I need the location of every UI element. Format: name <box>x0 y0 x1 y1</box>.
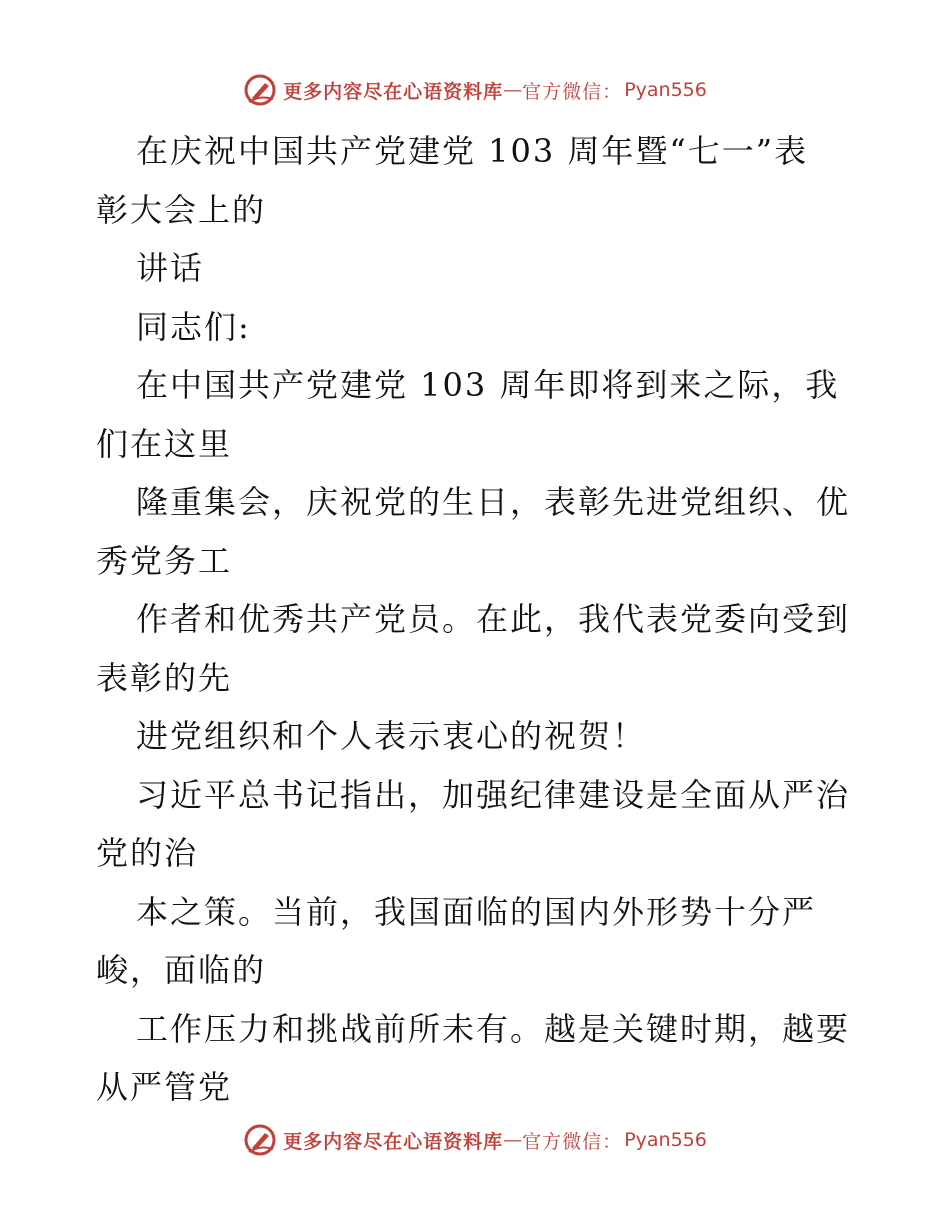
body-text-line: 们在这里 <box>96 424 233 463</box>
body-text-line: 本之策。当前，我国面临的国内外形势十分严 <box>136 892 817 931</box>
header-banner-dash: — <box>503 79 523 101</box>
footer-banner <box>0 1120 950 1160</box>
body-text-line: 在庆祝中国共产党建党 103 周年暨“七一”表 <box>136 132 809 170</box>
body-text-line: 作者和优秀共产党员。在此，我代表党委向受到 <box>136 600 851 638</box>
header-banner <box>0 70 950 110</box>
footer-banner-dash: — <box>503 1129 523 1151</box>
body-text-line: 进党组织和个人表示衷心的祝贺！ <box>136 717 647 755</box>
body-text-line: 秀党务工 <box>96 541 233 580</box>
body-text-line: 在中国共产党建党 103 周年即将到来之际，我 <box>136 366 840 404</box>
body-text-line: 从严管党 <box>96 1068 233 1106</box>
pen-logo-icon <box>243 1123 277 1157</box>
header-banner-text: 更多内容尽在心语资料库 <box>283 80 504 103</box>
body-text-line: 习近平总书记指出，加强纪律建设是全面从严治 <box>136 775 851 814</box>
document-body <box>96 122 856 1117</box>
footer-banner-text: 更多内容尽在心语资料库 <box>283 1130 504 1153</box>
body-text-line: 彰大会上的 <box>96 190 267 229</box>
body-text-line: 党的治 <box>96 834 199 872</box>
body-text-line: 峻，面临的 <box>96 951 267 989</box>
pen-logo-icon <box>243 73 277 107</box>
body-text-line: 表彰的先 <box>96 658 233 697</box>
body-text-line: 同志们: <box>136 307 251 346</box>
header-banner-wechat-label: 官方微信： <box>522 80 623 103</box>
footer-banner-wechat-label: 官方微信： <box>522 1130 623 1153</box>
footer-banner-wechat-id: Pyan556 <box>624 1129 707 1151</box>
body-text-line: 隆重集会，庆祝党的生日，表彰先进党组织、优 <box>136 483 851 521</box>
body-text-line: 讲话 <box>136 249 205 287</box>
header-banner-wechat-id: Pyan556 <box>624 79 707 101</box>
body-text-line: 工作压力和挑战前所未有。越是关键时期，越要 <box>136 1009 851 1048</box>
